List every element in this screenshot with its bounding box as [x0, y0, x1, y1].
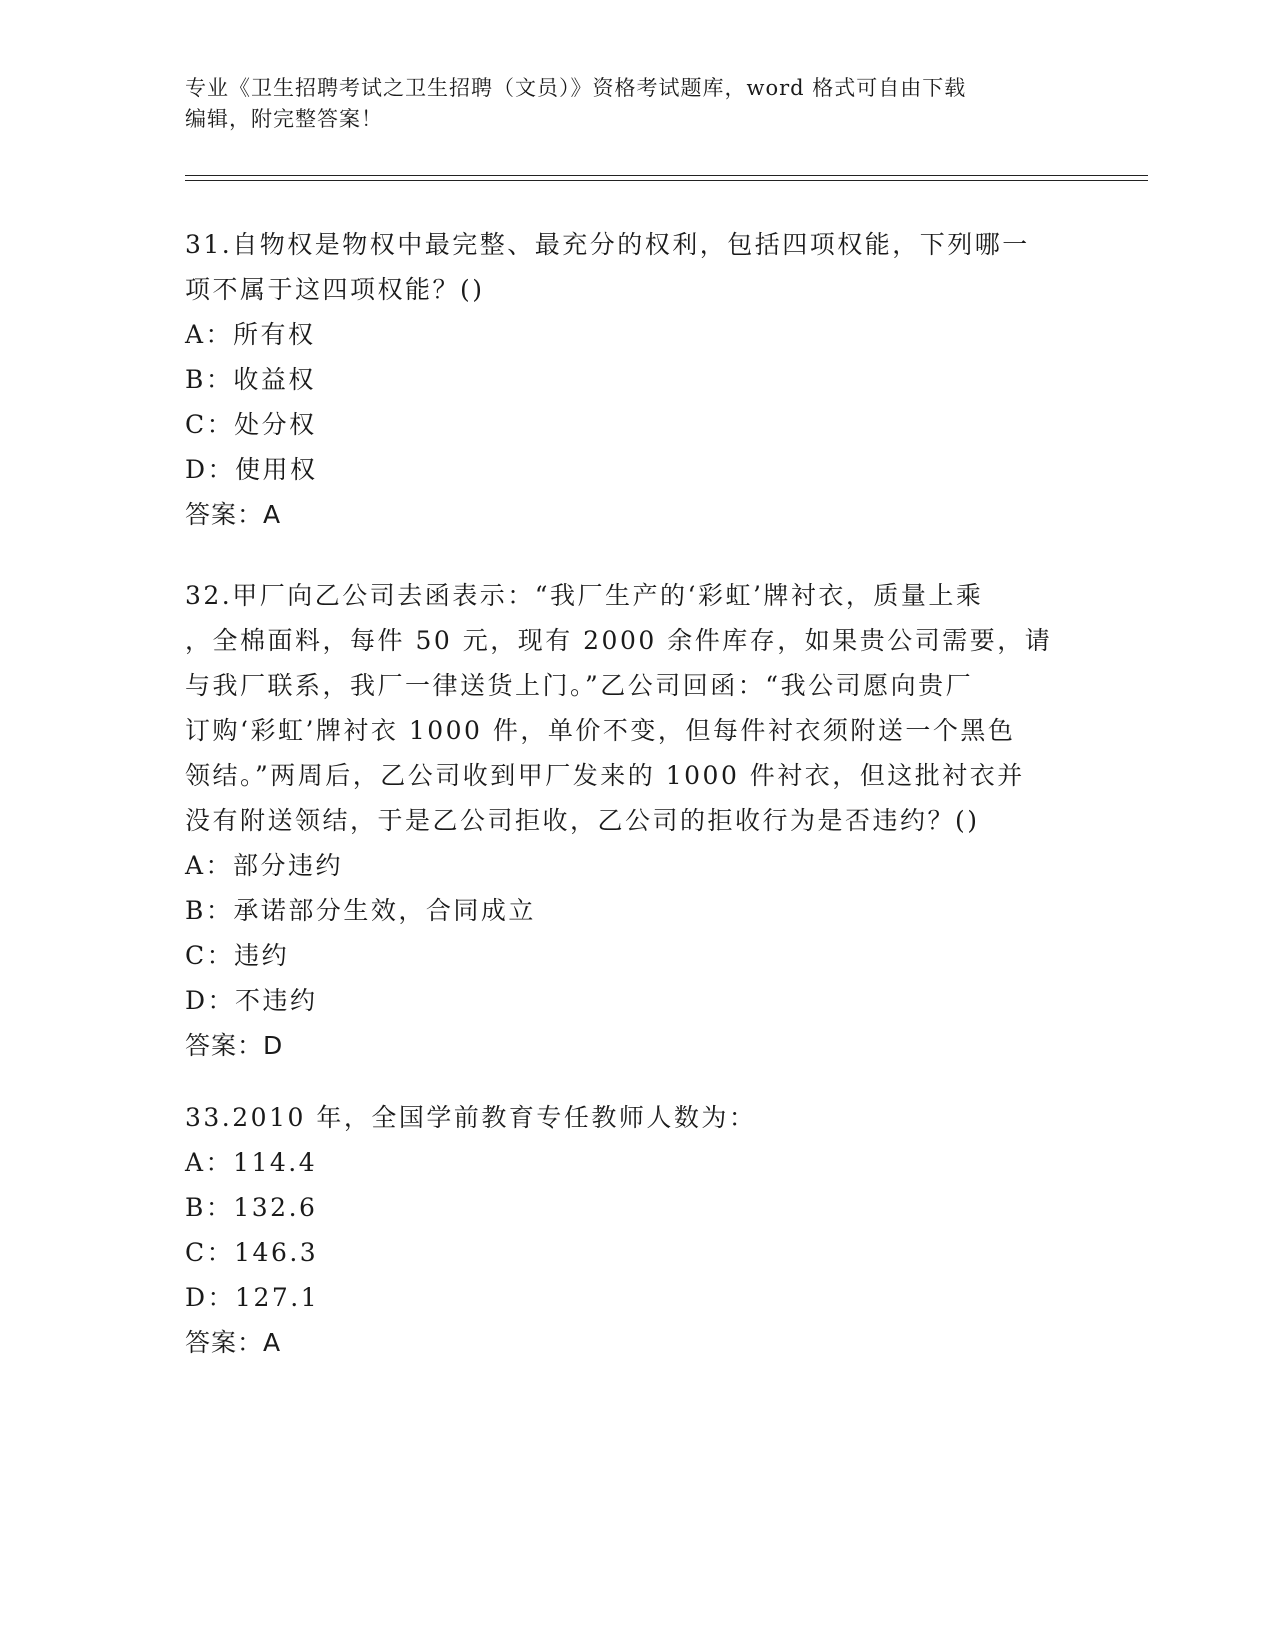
answer: 答案：D — [185, 1031, 284, 1060]
option-a: A：所有权 — [185, 320, 316, 349]
option-d: D：不违约 — [185, 986, 318, 1015]
question-31 — [185, 222, 1065, 537]
option-b: B：收益权 — [185, 365, 316, 394]
option-d: D：127.1 — [185, 1283, 320, 1312]
question-33 — [185, 1095, 1065, 1365]
answer: 答案：A — [185, 1328, 282, 1357]
header-divider-top — [185, 175, 1148, 176]
option-c: C：146.3 — [185, 1238, 319, 1267]
document-header: 专业《卫生招聘考试之卫生招聘（文员）》资格考试题库，word 格式可自由下载 编辑，附完整答案！ — [185, 76, 967, 131]
option-c: C：违约 — [185, 941, 290, 970]
question-32 — [185, 573, 1065, 1068]
option-c: C：处分权 — [185, 410, 317, 439]
option-a: A：114.4 — [185, 1148, 318, 1177]
question-stem: 33.2010 年，全国学前教育专任教师人数为： — [185, 1103, 757, 1132]
option-d: D：使用权 — [185, 455, 318, 484]
option-b: B：承诺部分生效，合同成立 — [185, 896, 536, 925]
answer: 答案：A — [185, 500, 282, 529]
header-divider-bottom — [185, 180, 1148, 181]
question-stem: 32.甲厂向乙公司去函表示：“我厂生产的‘彩虹’牌衬衣，质量上乘 ，全棉面料，每件 50 元，现有 2000 余件库存，如果贵公司需要，请 与我厂联系，我厂一律送货上门。”乙公司回函：“我公司愿向贵厂 订购‘彩虹’牌衬衣 1000 件，单价不变，但每件衬衣须附送一个黑色 领结。”两周后，乙公司收到甲厂发来的 1000 件衬衣，但这批衬衣并 没有附送领结，于是乙公司拒收，乙公司的拒收行为是否违约？() — [185, 581, 1053, 835]
option-b: B：132.6 — [185, 1193, 318, 1222]
question-stem: 31.自物权是物权中最完整、最充分的权利，包括四项权能，下列哪一 项不属于这四项权能？() — [185, 230, 1030, 304]
option-a: A：部分违约 — [185, 851, 344, 880]
